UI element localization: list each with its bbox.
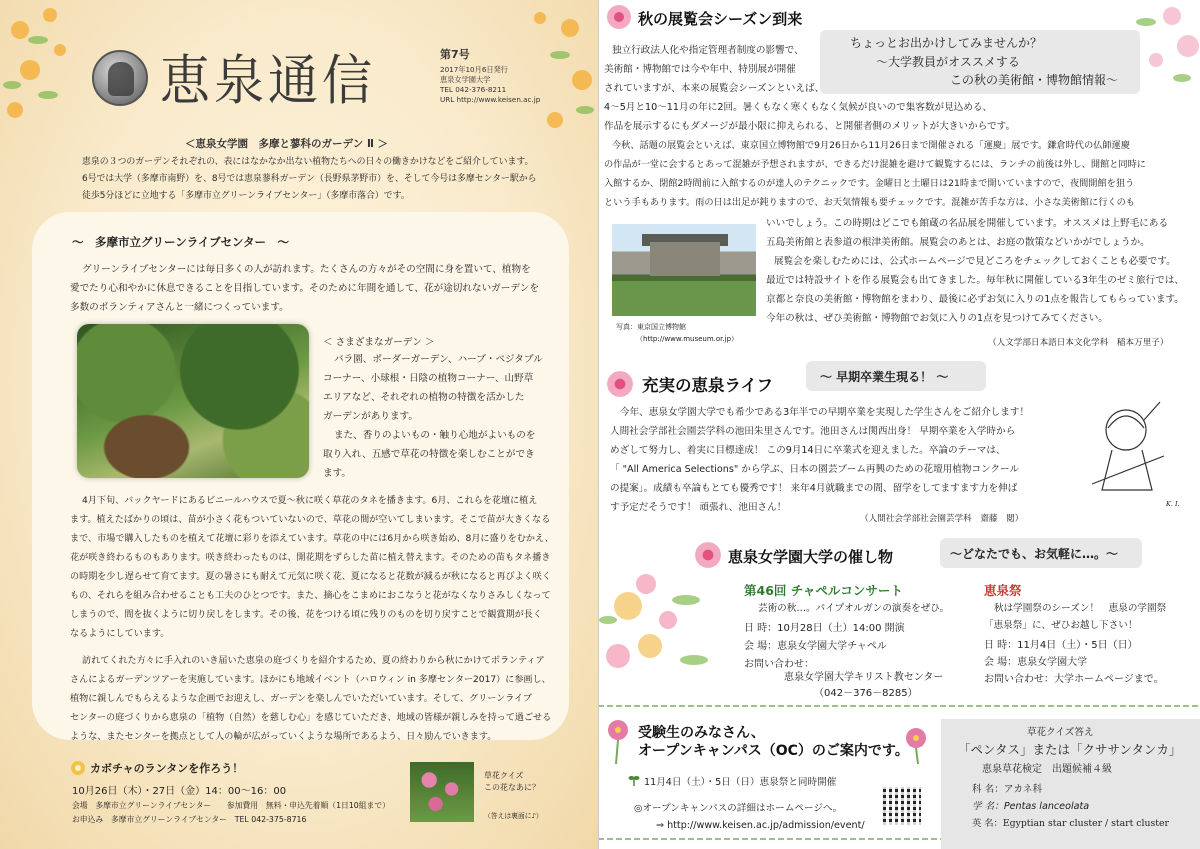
concert-title: 第46回 チャペルコンサート [744,583,903,598]
garden-text-line: また、香りのよいもの・触り心地がよいものを [334,430,536,441]
exhibition-text: 今年の秋は、ぜひ美術館・博物館でお気に入りの1点を見つけてみてください。 [766,313,1108,324]
festival-title: 恵泉祭 [984,583,1022,598]
quiz-note: （答えは裏面に♪） [484,812,543,820]
exhibition-text: 最近では特設サイトを作る展覧会も出てきました。毎年秋に開催している3年生のゼミ旅行では、 [766,275,1184,286]
card-text-line: まで、市場で購入したものを植えて花壇に彩りを添えています。草花の中には6月から咲き始め、8月に盛りをむかえ、 [70,534,554,544]
campus-life-text: めざして努力し、着実に目標達成！ この9月14日に卒業式を迎えました。卒論のテーマは、 [610,445,1006,456]
campus-life-text: 人間社会学部社会園芸学科の池田朱里さんです。池田さんは関西出身！ 早期卒業を入学時から [610,426,1016,437]
intro-line: 恵泉の３つのガーデンそれぞれの、表にはなかなか出ない植物たちへの日々の働きかけなどをご紹介しています。 [82,157,534,167]
campus-life-author: （人間社会学部社会園芸学科 齋藤 閲） [860,514,1024,524]
photo-caption-url: （http://www.museum.or.jp） [636,335,739,343]
quiz-answer-title: 草花クイズ答え [1027,727,1094,738]
student-illustration-icon [1082,398,1178,502]
quiz-answer-english: 英 名：Egyptian star cluster / start cluster [972,818,1169,829]
exhibition-text: という手もあります。雨の日は出足が鈍りますので、お天気情報も要チェックです。混雑が苦手な方は、小さな美術館に行くのも [604,197,1135,208]
open-campus-date: 11月4日（土）・5日（日）恵泉祭と同時開催 [644,777,837,788]
garden-photo [77,324,309,478]
concert-tel: （042－376－8285） [814,688,918,699]
left-page [0,0,598,849]
flower-decoration-icon [0,0,90,150]
qr-code-icon[interactable] [883,787,921,825]
card-title: ～ 多摩市立グリーンライブセンター ～ [72,235,290,249]
museum-photo [612,224,756,316]
garden-text-line: ガーデンがあります。 [323,411,418,422]
intro-line: 徒歩5分ほどに立地する「多摩市立グリーンライブセンター」（多摩市落合）です。 [82,191,410,201]
concert-contact-label: お問い合わせ： [744,659,814,670]
campus-life-text: 「 "All America Selections" から学ぶ、日本の園芸ブーム再興のための花壇用植物コンクール [610,464,1020,475]
pink-flower-icon [606,4,632,30]
exhibition-text: 入館するか、閉館2時間前に入館するのが達人のテクニックです。金曜日と土曜日は21時まで開いていますので、夜間開館を狙う [604,178,1135,189]
flower-bullet-icon [70,760,86,776]
concert-place: 会 場：恵泉女学園大学チャペル [744,641,887,652]
garden-text-line: 取り入れ、五感で草花の特徴を楽しむことができ [323,449,535,460]
campus-life-subtitle: ～ 早期卒業生現る！ ～ [820,370,949,384]
flower-vine-icon [1086,0,1200,100]
open-campus-more: ◎オープンキャンパスの詳細はホームページへ。 [634,803,843,814]
card-text-line: 愛でたり心和やかに休息できることを目指しています。そのために年間を通して、花が途切れないガーデンを [70,283,539,294]
card-text-line: 訪れてくれた方々に手入れのいき届いた恵泉の庭づくりを紹介するため、夏の終わりから秋にかけてボランティア [82,656,545,666]
exhibition-text: 展覧会を楽しむためには、公式ホームページで見どころをチェックしておくことも必要です。 [774,256,1176,267]
open-campus-title: 受験生のみなさん、 [638,725,765,741]
illustration-signature: K. I. [1166,500,1180,508]
bubble-line: ちょっとお出かけしてみませんか？ [850,36,1043,50]
quiz-answer-scientific: 学 名：Pentas lanceolata [972,801,1090,812]
sprout-icon [628,774,640,786]
card-text-line: 4月下旬、バックヤードにあるビニールハウスで夏～秋に咲く草花のタネを播きます。6月、これらを花壇に植え [82,496,538,506]
exhibition-text: 五島美術館と表参道の根津美術館。展覧会のあとは、お庭の散策などいかがでしょうか。 [766,237,1150,248]
festival-contact: お問い合わせ：大学ホームページまで。 [984,674,1164,685]
festival-date: 日 時：11月4日（土）・5日（日） [984,640,1138,651]
photo-caption: 写真：東京国立博物館 [616,323,686,331]
card-text-line: グリーンライブセンターには毎日多くの人が訪れます。たくさんの方々がその空間に身を置いて、植物を [82,264,531,275]
card-text-line: もの、それらを組み合わせることも工夫のひとつです。また、摘心をこまめにおこなうと花がなくなりさみしくなって [70,591,551,601]
concert-date: 日 時：10月28日（土）14:00 開演 [744,623,905,634]
events-subtitle: ～どなたでも、お気軽に…。～ [950,547,1119,561]
card-text-line: なるようにしています。 [70,629,170,639]
card-text-line: 花が咲き終わるものもあります。咲き終わったものは、開花期をずらした苗に植え替えます。そのための苗もタネ播き [70,553,551,563]
keisen-logo [92,50,148,106]
quiz-answer-exam: 恵泉草花検定 出題候補４級 [982,764,1112,775]
publish-date: 2017年10月6日発行 [440,65,508,74]
concert-contact: 恵泉女学園大学キリスト教センター [784,672,944,683]
exhibition-text: 美術館・博物館では今や年中、特別展が開催 [604,64,796,75]
open-campus-title: オープンキャンパス（OC）のご案内です。 [638,743,909,759]
card-text-line: 植物に親しんでもらえるような企画でお迎えし、ガーデンを楽しんでいただいています。そして、グリーンライブ [70,694,532,704]
pink-flower-icon [606,370,634,398]
event-apply: お申込み 多摩市立グリーンライブセンター TEL 042-375-8716 [72,815,307,824]
exhibition-text: 作品を展示するにもダメージが最小限に抑えられる、と開催者側のメリットが大きいからです。 [604,121,1016,132]
page-fold [598,0,599,849]
bubble-line: ～大学教員がオススメする [876,55,1020,69]
exhibition-text: 4～5月と10～11月の年に2回。暑くもなく寒くもなく気候が良いので集客数が見込める、 [604,102,993,113]
garden-text-line: コーナー、小球根・日陰の植物コーナー、山野草 [323,373,534,384]
publisher: 恵泉女学園大学 [440,75,491,84]
card-text-line: ます。植えたばかりの頃は、苗が小さく花もついていないので、草花の間が空いてしまいます。そこで苗が大きくなる [70,515,551,525]
issue-number: 第7号 [440,48,470,61]
flower-bouquet-icon [598,560,728,690]
section-title: ＜恵泉女学園 多摩と蓼科のガーデン Ⅱ ＞ [185,138,389,150]
exhibition-title: 秋の展覧会シーズン到来 [638,10,803,28]
newsletter-title: 恵泉通信 [160,49,376,112]
quiz-label: 草花クイズ [484,771,524,780]
exhibition-text: いいでしょう。この時期はどこでも館蔵の名品展を開催しています。オススメは上野毛にある [766,218,1169,229]
garden-text-line: エリアなど、それぞれの植物の特徴を活かした [323,392,525,403]
leaf-divider [598,705,1200,707]
card-text-line: さんによるガーデンツアーを実施しています。ほかにも地域イベント（ハロウィン in 多摩センター2017）に参画し、 [70,675,551,685]
event-title: カボチャのランタンを作ろう！ [90,762,244,775]
quiz-answer-family: 科 名：アカネ科 [972,784,1043,795]
card-text-line: の時期を少し遅らせて育てます。夏の暑さにも耐えて元気に咲く花、夏になると花数が減るが秋になると再びよく咲く [70,572,551,582]
card-text-line: しまうので、間を抜くように切り戻しをします。その後、花をつける頃に残りのものを切り戻すことで観賞期が長く [70,610,542,620]
events-title: 恵泉女学園大学の催し物 [728,548,894,566]
garden-text-line: バラ園、ボーダーガーデン、ハーブ・ベジタブル [334,354,543,365]
quiz-question: この花なあに？ [484,783,540,792]
festival-description: 「恵泉祭」に、ぜひお越し下さい！ [984,620,1138,631]
campus-life-text: す予定だそうです！ 頑張れ、池田さん！ [610,502,787,513]
quiz-flower-photo [410,762,474,822]
exhibition-text: されていますが、本来の展覧会シーズンといえば、 [604,83,825,94]
cosmos-flower-icon [600,716,636,764]
exhibition-text: の作品が一堂に会するとあって混雑が予想されますが、できるだけ混雑を避けて観覧するには、ランチの前後は外し、開館と同時に [604,159,1146,170]
exhibition-author: （人文学部日本語日本文化学科 稲本万里子） [988,338,1169,348]
campus-life-text: の提案」。成績も卒論もとても優秀です！ 来年4月就職までの間、留学をしてますます力を伸ば [610,483,1018,494]
open-campus-url[interactable]: ⇒ http://www.keisen.ac.jp/admission/event/ [656,820,865,831]
concert-description: 芸術の秋…。パイプオルガンの演奏をぜひ。 [758,603,950,614]
right-page [598,0,1200,849]
garden-text-line: ます。 [323,468,352,479]
event-place: 会場 多摩市立グリーンライブセンター 参加費用 無料・申込先着順（1日10組まで） [72,801,390,810]
flower-decoration-right-icon [490,0,598,150]
card-text-line: 多数のボランティアさんと一緒につくっています。 [70,302,289,313]
exhibition-text: 京都と奈良の美術館・博物館をまわり、最後に必ずお気に入りの1点を報告してもらっています。 [766,294,1184,305]
bubble-line: この秋の美術館・博物館情報～ [950,73,1119,87]
intro-line: 6号では大学（多摩市南野）を、8号では恵泉蓼科ガーデン（長野県茅野市）を、そして今号は多摩センター駅から [82,174,537,184]
exhibition-text: 独立行政法人化や指定管理者制度の影響で、 [612,45,804,56]
campus-life-text: 今年、恵泉女学園大学でも希少である3年半での早期卒業を実現した学生さんをご紹介します！ [620,407,1030,418]
publisher-url[interactable]: URL http://www.keisen.ac.jp [440,95,541,104]
festival-description: 秋は学園祭のシーズン！ 恵泉の学園祭 [994,603,1167,614]
garden-heading: ＜ さまざまなガーデン ＞ [323,337,435,348]
card-text-line: センターの庭づくりから恵泉の「植物（自然）を慈しむ心」を感じていただき、地域の皆様が親しみを持って過ごせる [70,713,552,723]
publisher-tel: TEL 042-376-8211 [440,85,507,94]
event-date: 10月26日（木）・27日（金）14：00～16：00 [72,786,287,797]
festival-place: 会 場：恵泉女学園大学 [984,657,1088,668]
exhibition-text: 今秋、話題の展覧会といえば、東京国立博物館で9月26日から11月26日まで開催される「運慶」展です。鎌倉時代の仏師運慶 [612,140,1130,151]
card-text-line: ような、またセンターを拠点として人の輪が広がっていくような場所であるよう、日々励んでいきます。 [70,732,497,742]
quiz-answer: 「ペンタス」または「クササンタンカ」 [958,742,1182,757]
campus-life-title: 充実の恵泉ライフ [642,376,774,395]
